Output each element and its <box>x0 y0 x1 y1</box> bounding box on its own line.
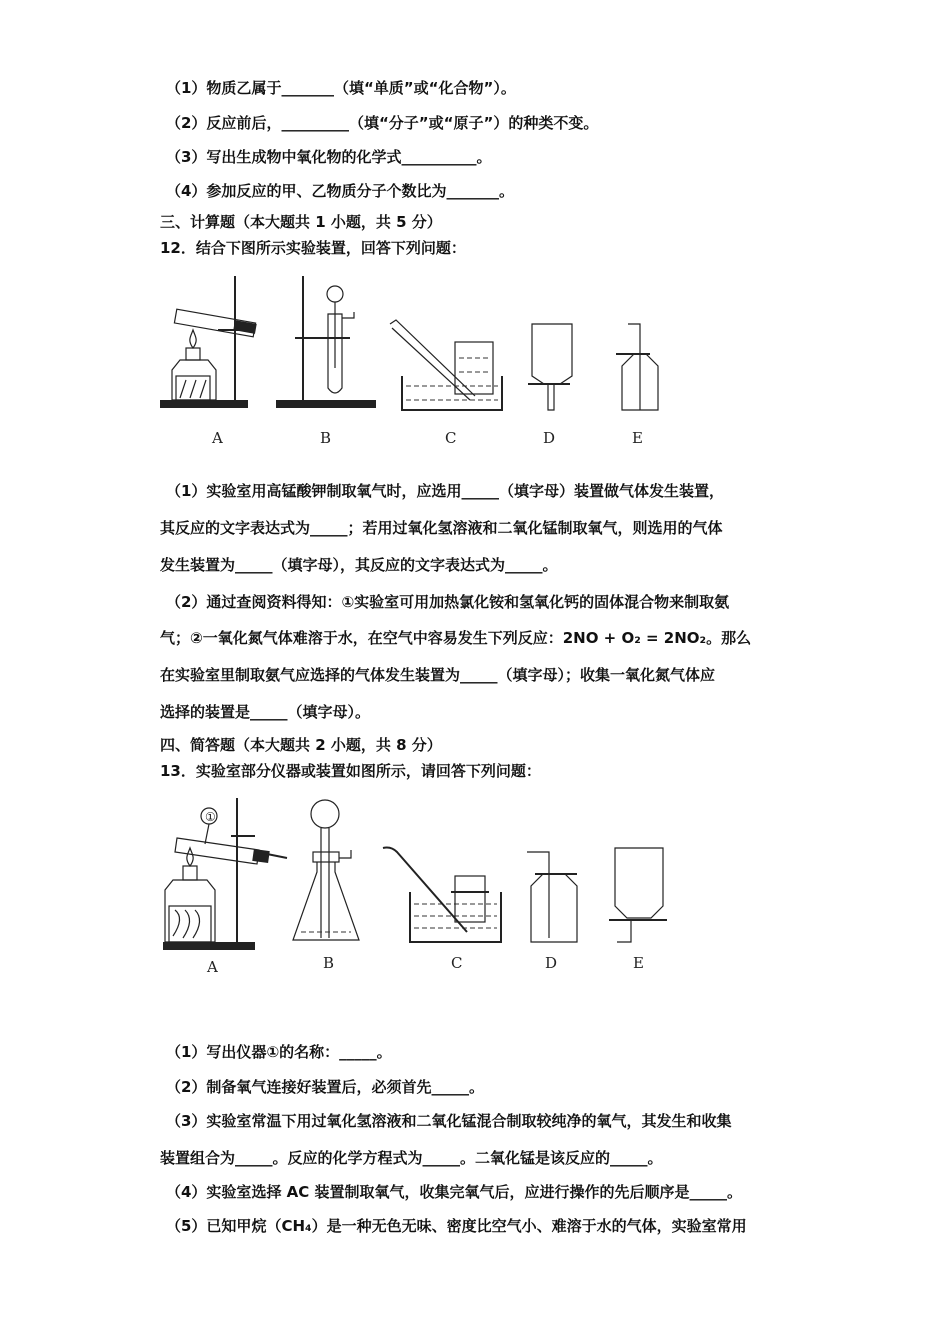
q12-line-7: 选择的装置是_____（填字母）。 <box>160 703 371 721</box>
q13-apparatus-b <box>293 800 359 972</box>
q12-label-b: B <box>320 429 332 447</box>
q13-line-4: 装置组合为_____。反应的化学方程式为_____。二氧化锰是该反应的_____。 <box>160 1149 663 1167</box>
q11-item-1: （1）物质乙属于_______（填“单质”或“化合物”）。 <box>166 79 516 97</box>
q13-label-e: E <box>633 954 644 972</box>
q12-line-5: 气；②一氧化氮气体难溶于水，在空气中容易发生下列反应：2NO + O₂ = 2NO₂。那么 <box>160 629 752 647</box>
q13-apparatus-d <box>527 852 577 972</box>
q11-item-3: （3）写出生成物中氧化物的化学式__________。 <box>166 148 492 166</box>
q12-line-2: 其反应的文字表达式为_____；若用过氧化氢溶液和二氧化锰制取氧气，则选用的气体 <box>160 519 723 537</box>
q13-label-d: D <box>545 954 558 972</box>
q13-line-2: （2）制备氧气连接好装置后，必须首先_____。 <box>166 1078 484 1096</box>
q12-apparatus-figure <box>150 268 680 453</box>
section-3-heading: 三、计算题（本大题共 1 小题，共 5 分） <box>160 213 442 231</box>
q13-apparatus-a <box>163 798 287 976</box>
q12-label-d: D <box>543 429 556 447</box>
q12-label-a: A <box>212 429 223 447</box>
q12-apparatus-c <box>390 320 502 447</box>
q13-label-a: A <box>207 958 218 976</box>
q13-line-6: （5）已知甲烷（CH₄）是一种无色无味、密度比空气小、难溶于水的气体，实验室常用 <box>166 1217 747 1235</box>
q11-item-2: （2）反应前后，_________（填“分子”或“原子”）的种类不变。 <box>166 114 599 132</box>
q12-stem: 12．结合下图所示实验装置，回答下列问题： <box>160 239 466 257</box>
q13-stem: 13．实验室部分仪器或装置如图所示，请回答下列问题： <box>160 762 541 780</box>
q12-apparatus-b <box>276 276 376 447</box>
q12-line-1: （1）实验室用高锰酸钾制取氧气时，应选用_____（填字母）装置做气体发生装置， <box>166 482 724 500</box>
q12-apparatus-e <box>616 324 658 447</box>
q13-line-1: （1）写出仪器①的名称：_____。 <box>166 1043 392 1061</box>
q11-item-4: （4）参加反应的甲、乙物质分子个数比为_______。 <box>166 182 514 200</box>
section-4-heading: 四、简答题（本大题共 2 小题，共 8 分） <box>160 736 442 754</box>
q13-apparatus-figure <box>155 792 675 982</box>
q12-line-4: （2）通过查阅资料得知：①实验室可用加热氯化铵和氢氧化钙的固体混合物来制取氨 <box>166 593 730 611</box>
q13-label-b: B <box>323 954 335 972</box>
q13-apparatus-e <box>609 848 667 972</box>
q12-label-e: E <box>632 429 643 447</box>
q13-label-c: C <box>451 954 463 972</box>
q12-label-c: C <box>445 429 457 447</box>
q13-line-3: （3）实验室常温下用过氧化氢溶液和二氧化锰混合制取较纯净的氧气，其发生和收集 <box>166 1112 732 1130</box>
q13-apparatus-c <box>383 848 501 973</box>
q12-apparatus-d <box>528 324 572 447</box>
q12-line-3: 发生装置为_____（填字母），其反应的文字表达式为_____。 <box>160 556 558 574</box>
q13-marker-1: ① <box>205 810 216 824</box>
q13-line-5: （4）实验室选择 AC 装置制取氧气，收集完氧气后，应进行操作的先后顺序是_____。 <box>166 1183 743 1201</box>
q12-line-6: 在实验室里制取氨气应选择的气体发生装置为_____（填字母）；收集一氧化氮气体应 <box>160 666 716 684</box>
q12-apparatus-a <box>160 276 257 447</box>
